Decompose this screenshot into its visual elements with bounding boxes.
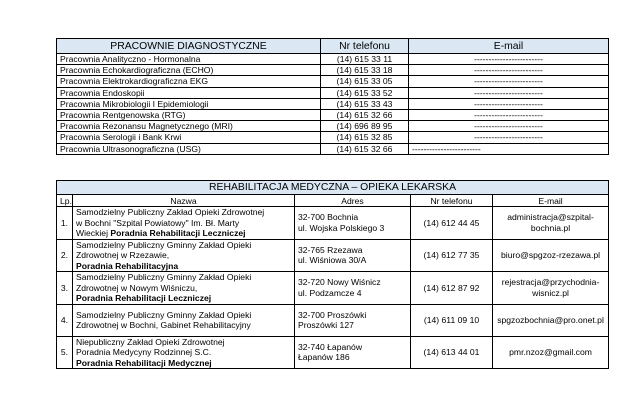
rehab-clinic-name: Poradnia Rehabilitacji Medycznej (76, 357, 212, 368)
rehab-row (57, 207, 609, 240)
rehab-name-line (76, 293, 291, 304)
rehab-lp: 4. (57, 304, 73, 336)
rehab-mail-line: administracja@szpital- (507, 212, 594, 223)
rehab-tel: (14) 612 87 92 (411, 272, 493, 305)
diagnostic-mail: ------------------------ (409, 109, 609, 120)
rehab-tel: (14) 612 77 35 (411, 239, 493, 272)
rehab-address-line: ul. Podzamcze 4 (298, 287, 362, 298)
diagnostic-name: Pracownia Ultrasonograficzna (USG) (57, 143, 321, 154)
diagnostic-tel: (14) 615 33 11 (321, 54, 409, 65)
rehab-header-lp: Lp. (57, 195, 73, 207)
rehab-lp: 5. (57, 336, 73, 369)
diagnostic-tel: (14) 615 33 43 (321, 98, 409, 109)
diagnostic-name: Pracownia Analityczno - Hormonalna (57, 54, 321, 65)
diagnostic-tel: (14) 615 33 18 (321, 65, 409, 76)
rehab-address-line: ul. Wiśniowa 30/A (298, 255, 367, 266)
diagnostic-tel: (14) 615 33 52 (321, 87, 409, 98)
rehab-name-line (76, 358, 291, 369)
rehab-mail (493, 239, 609, 272)
diagnostic-name: Pracownia Serologii i Bank Krwi (57, 132, 321, 143)
rehab-header-name: Nazwa (73, 195, 295, 207)
rehab-header-mail: E-mail (493, 195, 609, 207)
rehab-lp: 2. (57, 239, 73, 272)
diagnostic-row (57, 132, 609, 143)
rehab-name-line: Zdrowotnej w Rzezawie, (76, 250, 170, 260)
rehab-table (56, 180, 609, 369)
rehab-name-line: Poradnia Medycyny Rodzinnej S.C. (76, 347, 212, 357)
rehab-address-line: 32-720 Nowy Wiśnicz (298, 277, 381, 288)
diagnostic-tel: (14) 615 32 66 (321, 143, 409, 154)
rehab-mail (493, 207, 609, 240)
diagnostic-row (57, 109, 609, 120)
diagnostic-header-name: PRACOWNIE DIAGNOSTYCZNE (57, 39, 321, 54)
rehab-row (57, 272, 609, 305)
rehab-address-line: Łapanów 186 (298, 352, 350, 363)
rehab-name (73, 304, 295, 336)
rehab-name-line: Samodzielny Publiczny Gminny Zakład Opieki (76, 309, 252, 320)
diagnostic-mail: ------------------------ (409, 98, 609, 109)
diagnostic-name: Pracownia Endoskopii (57, 87, 321, 98)
diagnostic-tel: (14) 615 32 66 (321, 109, 409, 120)
diagnostic-mail: ------------------------ (409, 54, 609, 65)
rehab-name-line: Samodzielny Publiczny Gminny Zakład Opieki (76, 272, 252, 282)
diagnostic-row (57, 54, 609, 65)
rehab-address (295, 207, 411, 240)
diagnostic-table (56, 38, 609, 155)
rehab-address (295, 272, 411, 305)
rehab-name-line: Samodzielny Publiczny Gminny Zakład Opieki (76, 239, 252, 250)
rehab-header-row (57, 195, 609, 207)
diagnostic-name: Pracownia Elektrokardiograficzna EKG (57, 76, 321, 87)
diagnostic-row (57, 143, 609, 154)
rehab-mail-line: pmr.nzoz@gmail.com (509, 347, 592, 357)
diagnostic-tel: (14) 615 33 05 (321, 76, 409, 87)
rehab-clinic-name: Poradnia Rehabilitacyjna (76, 260, 179, 271)
rehab-tel: (14) 611 09 10 (411, 304, 493, 336)
rehab-address-line: 32-700 Proszówki (298, 309, 367, 320)
rehab-name-line: Samodzielny Publiczny Zakład Opieki Zdrowotnej (76, 207, 265, 217)
rehab-title-row (57, 181, 609, 195)
rehab-name (73, 239, 295, 272)
rehab-row (57, 239, 609, 272)
diagnostic-name: Pracownia Echokardiograficzna (ECHO) (57, 65, 321, 76)
rehab-name-line: Zdrowotnej w Bochni, Gabinet Rehabilitacyjny (76, 320, 251, 330)
rehab-address-line: 32-765 Rzezawa (298, 244, 363, 255)
diagnostic-header-mail: E-mail (409, 39, 609, 54)
rehab-mail-line: wisnicz.pl (532, 287, 569, 298)
diagnostic-row (57, 65, 609, 76)
diagnostic-tel: (14) 615 32 85 (321, 132, 409, 143)
diagnostic-header-row (57, 39, 609, 54)
diagnostic-row (57, 87, 609, 98)
rehab-clinic-name: Poradnia Rehabilitacji Leczniczej (110, 228, 246, 238)
rehab-name-line (76, 261, 291, 272)
rehab-row (57, 336, 609, 369)
rehab-name-prefix: Wieckiej (76, 228, 111, 238)
rehab-address-line: 32-700 Bochnia (298, 212, 359, 223)
rehab-lp: 1. (57, 207, 73, 240)
rehab-name (73, 272, 295, 305)
rehab-mail-line: bochnia.pl (530, 222, 571, 233)
diagnostic-mail: ------------------------ (409, 87, 609, 98)
rehab-mail (493, 336, 609, 369)
rehab-address-line: ul. Wojska Polskiego 3 (298, 222, 385, 233)
rehab-tel: (14) 613 44 01 (411, 336, 493, 369)
rehab-lp: 3. (57, 272, 73, 305)
diagnostic-mail: ------------------------ (409, 121, 609, 132)
rehab-header-tel: Nr telefonu (411, 195, 493, 207)
rehab-mail-line: biuro@spgzoz-rzezawa.pl (501, 250, 601, 260)
rehab-address (295, 336, 411, 369)
diagnostic-mail: ------------------------ (409, 132, 609, 143)
rehab-mail (493, 304, 609, 336)
rehab-address-line: Proszówki 127 (298, 320, 354, 330)
diagnostic-row (57, 121, 609, 132)
diagnostic-name: Pracownia Rentgenowska (RTG) (57, 109, 321, 120)
rehab-title: REHABILITACJA MEDYCZNA – OPIEKA LEKARSKA (57, 181, 609, 195)
rehab-name-line (76, 228, 291, 239)
diagnostic-name: Pracownia Mikrobiologii I Epidemiologii (57, 98, 321, 109)
rehab-name-line: Niepubliczny Zakład Opieki Zdrowotnej (76, 336, 225, 347)
rehab-tel: (14) 612 44 45 (411, 207, 493, 240)
diagnostic-header-tel: Nr telefonu (321, 39, 409, 54)
diagnostic-mail: ------------------------ (409, 143, 609, 154)
diagnostic-name: Pracownia Rezonansu Magnetycznego (MRI) (57, 121, 321, 132)
diagnostic-row (57, 98, 609, 109)
rehab-mail (493, 272, 609, 305)
rehab-header-address: Adres (295, 195, 411, 207)
rehab-mail-line: rejestracja@przychodnia- (501, 277, 600, 288)
diagnostic-mail: ------------------------ (409, 65, 609, 76)
rehab-mail-line: spgzozbochnia@pro.onet.pl (497, 314, 604, 325)
rehab-name-line: w Bochni "Szpital Powiatowy" Im. Bł. Marty (76, 217, 240, 228)
rehab-address (295, 304, 411, 336)
diagnostic-mail: ------------------------ (409, 76, 609, 87)
rehab-address (295, 239, 411, 272)
rehab-row (57, 304, 609, 336)
diagnostic-row (57, 76, 609, 87)
diagnostic-tel: (14) 696 89 95 (321, 121, 409, 132)
rehab-name-line: Zdrowotnej w Nowym Wiśniczu, (76, 282, 198, 293)
rehab-address-line: 32-740 Łapanów (298, 341, 363, 352)
rehab-name (73, 207, 295, 240)
rehab-clinic-name: Poradnia Rehabilitacji Leczniczej (76, 293, 212, 303)
rehab-name (73, 336, 295, 369)
